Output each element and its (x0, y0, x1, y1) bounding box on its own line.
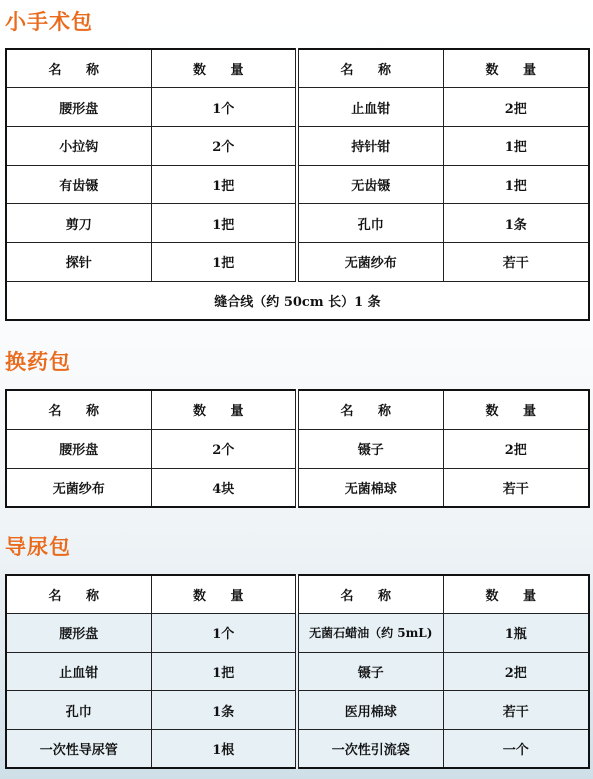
suture-note: 缝合线（约 50cm 长）1 条 (6, 281, 589, 320)
item-quantity: 1根 (151, 729, 297, 768)
item-quantity: 1把 (151, 165, 297, 204)
item-quantity: 2把 (443, 652, 589, 691)
header-name: 名 称 (297, 575, 443, 614)
item-quantity: 1把 (443, 126, 589, 165)
table-row (6, 88, 589, 127)
header-quantity: 数 量 (151, 575, 297, 614)
table-row (6, 126, 589, 165)
item-name: 剪刀 (6, 204, 151, 243)
header-name: 名 称 (6, 49, 151, 88)
header-quantity: 数 量 (443, 575, 589, 614)
table-footer-row (6, 281, 589, 320)
item-name: 镊子 (297, 652, 443, 691)
item-name: 无菌纱布 (297, 242, 443, 281)
item-quantity: 若干 (443, 468, 589, 507)
item-quantity: 1把 (151, 652, 297, 691)
header-name: 名 称 (297, 49, 443, 88)
table-header-row (6, 575, 589, 614)
item-quantity: 1瓶 (443, 614, 589, 653)
table-row (6, 729, 589, 768)
table-header-row (6, 49, 589, 88)
minor-surgery-kit-table (5, 48, 590, 321)
item-quantity: 2个 (151, 429, 297, 468)
item-name: 腰形盘 (6, 614, 151, 653)
item-quantity: 一个 (443, 729, 589, 768)
catheter-kit-table (5, 574, 590, 769)
item-quantity: 若干 (443, 691, 589, 730)
header-name: 名 称 (6, 575, 151, 614)
item-quantity: 若干 (443, 242, 589, 281)
item-quantity: 1把 (151, 204, 297, 243)
item-name: 一次性导尿管 (6, 729, 151, 768)
header-quantity: 数 量 (443, 390, 589, 429)
item-name: 腰形盘 (6, 88, 151, 127)
dressing-kit-table (5, 389, 590, 508)
header-name: 名 称 (6, 390, 151, 429)
item-name: 无齿镊 (297, 165, 443, 204)
section-title-catheter-kit: 导尿包 (5, 535, 71, 559)
section-title-minor-surgery-kit: 小手术包 (5, 10, 93, 34)
item-quantity: 2把 (443, 88, 589, 127)
item-name: 孔巾 (297, 204, 443, 243)
item-quantity: 1把 (443, 165, 589, 204)
item-name: 一次性引流袋 (297, 729, 443, 768)
table-row (6, 242, 589, 281)
item-name: 探针 (6, 242, 151, 281)
item-quantity: 1条 (151, 691, 297, 730)
table-row (6, 652, 589, 691)
item-name: 镊子 (297, 429, 443, 468)
item-name: 小拉钩 (6, 126, 151, 165)
item-name: 持针钳 (297, 126, 443, 165)
header-quantity: 数 量 (443, 49, 589, 88)
header-quantity: 数 量 (151, 49, 297, 88)
item-quantity: 2个 (151, 126, 297, 165)
item-name: 无菌棉球 (297, 468, 443, 507)
table-row (6, 204, 589, 243)
table-header-row (6, 390, 589, 429)
item-quantity: 1个 (151, 88, 297, 127)
header-quantity: 数 量 (151, 390, 297, 429)
section-title-dressing-kit: 换药包 (5, 350, 71, 374)
item-name: 有齿镊 (6, 165, 151, 204)
item-quantity: 1个 (151, 614, 297, 653)
item-quantity: 4块 (151, 468, 297, 507)
item-name: 医用棉球 (297, 691, 443, 730)
item-name: 无菌石蜡油（约 5mL) (297, 614, 443, 653)
item-name: 孔巾 (6, 691, 151, 730)
item-name: 止血钳 (297, 88, 443, 127)
item-quantity: 2把 (443, 429, 589, 468)
table-row (6, 429, 589, 468)
item-name: 无菌纱布 (6, 468, 151, 507)
table-row (6, 468, 589, 507)
table-row (6, 614, 589, 653)
item-quantity: 1把 (151, 242, 297, 281)
table-row (6, 691, 589, 730)
item-name: 止血钳 (6, 652, 151, 691)
table-row (6, 165, 589, 204)
item-quantity: 1条 (443, 204, 589, 243)
header-name: 名 称 (297, 390, 443, 429)
item-name: 腰形盘 (6, 429, 151, 468)
